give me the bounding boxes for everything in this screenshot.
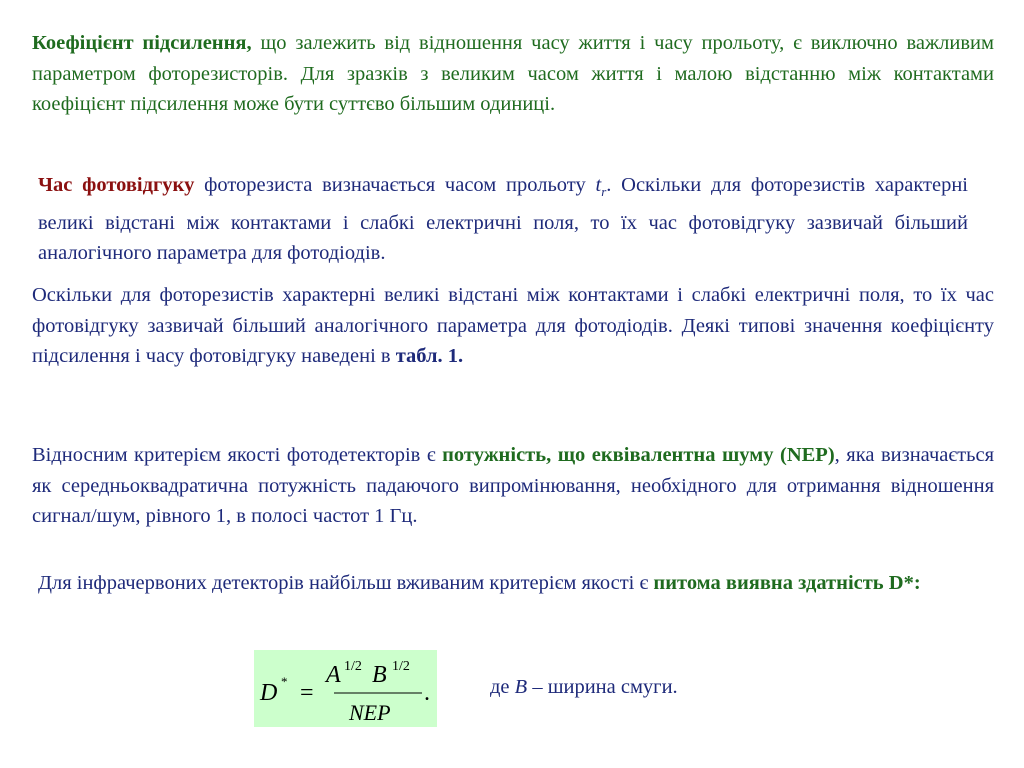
formula-box	[254, 650, 437, 727]
symbol-t: t	[595, 174, 602, 196]
paragraph-nep-text-b: , яка визначається як середньоквадратична потужність падаючого випромінювання, необхідного для отримання відношення сигнал/шум, рівного 1, в полосі частот 1 Гц.	[32, 444, 995, 527]
bandwidth-variable: B	[514, 676, 528, 698]
paragraph-response-text-a: фоторезиста визначається часом прольоту	[194, 174, 596, 196]
term-gain: Коефіцієнт підсилення,	[32, 32, 252, 54]
detectivity-formula	[254, 650, 437, 727]
paragraph-detectivity	[38, 568, 988, 599]
paragraph-table-text: Оскільки для фоторезистів характерні великі відстані між контактами і слабкі електричні поля, то їх час фотовідгуку зазвичай більший аналогічного параметра для фотодіодів. Деякі типові значення коефіцієнту підсилення і часу фотовідгуку наведені в	[32, 284, 994, 367]
bandwidth-note	[490, 676, 678, 699]
term-nep: потужність, що еквівалентна шуму (NEP)	[442, 444, 835, 466]
formula-equals: =	[300, 680, 314, 706]
formula-period: .	[424, 680, 430, 706]
paragraph-response-text-b: . Оскільки для фоторезистів характерні великі відстані між контактами і слабкі електричні поля, то їх час фотовідгуку зазвичай більший аналогічного параметра для фотодіодів.	[38, 174, 968, 265]
paragraph-nep	[32, 440, 994, 532]
symbol-t-subscript: r	[601, 184, 607, 200]
formula-num-b-exp: 1/2	[392, 659, 410, 674]
term-detectivity: питома виявна здатність D*:	[653, 572, 921, 594]
formula-lhs-sup: *	[281, 674, 288, 689]
formula-lhs: D	[260, 680, 278, 706]
formula-num-b: B	[372, 662, 387, 688]
paragraph-gain	[32, 28, 994, 120]
paragraph-table-reference	[32, 280, 994, 372]
paragraph-detectivity-text: Для інфрачервоних детекторів найбільш вживаним критерієм якості є	[38, 572, 654, 594]
formula-num-a: A	[326, 662, 341, 688]
bandwidth-note-text-b: – ширина смуги.	[527, 676, 678, 698]
formula-num-a-exp: 1/2	[344, 659, 362, 674]
paragraph-nep-text-a: Відносним критерієм якості фотодетекторів є	[32, 444, 443, 466]
paragraph-response-time	[38, 170, 968, 269]
table-reference: табл. 1.	[395, 345, 464, 367]
paragraph-gain-text: що залежить від відношення часу життя і часу прольоту, є виключно важливим параметром фоторезисторів. Для зразків з великим часом життя і малою відстанню між контактами коефіцієнт підсилення може бути суттєво більшим одиниці.	[32, 32, 995, 115]
bandwidth-note-text-a: де	[490, 676, 515, 698]
formula-denominator: NEP	[349, 700, 391, 725]
term-response-time: Час фотовідгуку	[38, 174, 195, 196]
